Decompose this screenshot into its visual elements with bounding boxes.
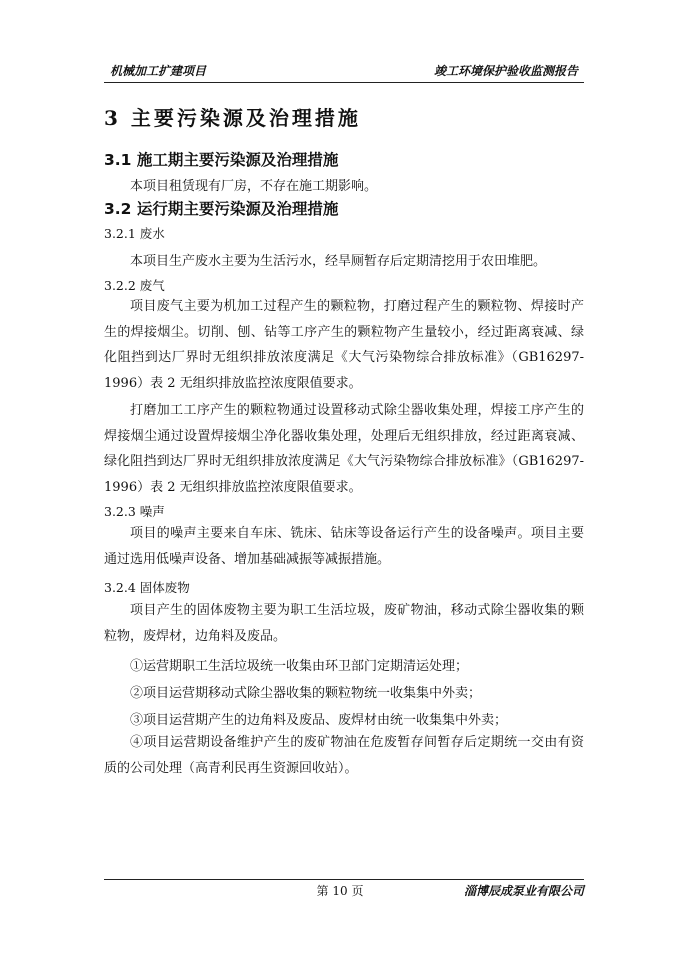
header-report-name: 竣工环境保护验收监测报告 bbox=[433, 64, 578, 78]
header-project-name: 机械加工扩建项目 bbox=[110, 64, 207, 78]
list-item-4: ④项目运营期设备维护产生的废矿物油在危废暂存间暂存后定期统一交由有资质的公司处理（高青利民再生资源回收站）。 bbox=[104, 735, 584, 776]
list-item-3: ③项目运营期产生的边角料及废品、废焊材由统一收集集中外卖； bbox=[130, 713, 508, 728]
section-3-2-1-title: 3.2.1 废水 bbox=[104, 226, 165, 241]
section-3-2-3-paragraph: 项目的噪声主要来自车床、铣床、钻床等设备运行产生的设备噪声。项目主要通过选用低噪声设备、增加基础减振等减振措施。 bbox=[104, 526, 584, 567]
section-3-2-4-title: 3.2.4 固体废物 bbox=[104, 580, 190, 595]
chapter-title: 3 主要污染源及治理措施 bbox=[104, 106, 361, 130]
section-3-2-title: 3.2 运行期主要污染源及治理措施 bbox=[104, 200, 339, 218]
page-number: 第 10 页 bbox=[316, 884, 364, 898]
section-3-2-1-text: 本项目生产废水主要为生活污水，经旱厕暂存后定期清挖用于农田堆肥。 bbox=[130, 254, 547, 269]
list-item-1: ①运营期职工生活垃圾统一收集由环卫部门定期清运处理； bbox=[130, 659, 469, 674]
footer-rule bbox=[104, 879, 584, 880]
section-3-2-2-paragraph-1: 项目废气主要为机加工过程产生的颗粒物，打磨过程产生的颗粒物、焊接时产生的焊接烟尘。切削、刨、钻等工序产生的颗粒物产生量较小，经过距离衰减、绿化阻挡到达厂界时无组织排放浓度满足《大气污染物综合排放标准》（GB16297-1996）表 2 无组织排放监控浓度限值要求。 bbox=[104, 299, 584, 391]
list-item-2: ②项目运营期移动式除尘器收集的颗粒物统一收集集中外卖； bbox=[130, 686, 482, 701]
footer-company-name: 淄博辰成泵业有限公司 bbox=[463, 884, 584, 898]
page-header bbox=[104, 60, 584, 83]
section-3-2-3-title: 3.2.3 噪声 bbox=[104, 504, 165, 519]
section-3-2-2-paragraph-2: 打磨加工工序产生的颗粒物通过设置移动式除尘器收集处理，焊接工序产生的焊接烟尘通过设置焊接烟尘净化器收集处理，处理后无组织排放，经过距离衰减、绿化阻挡到达厂界时无组织排放浓度满足《大气污染物综合排放标准》（GB16297-1996）表 2 无组织排放监控浓度限值要求。 bbox=[104, 403, 584, 495]
section-3-1-text: 本项目租赁现有厂房，不存在施工期影响。 bbox=[130, 179, 378, 194]
section-3-1-title: 3.1 施工期主要污染源及治理措施 bbox=[104, 151, 339, 169]
section-3-2-2-title: 3.2.2 废气 bbox=[104, 278, 165, 293]
section-3-2-4-paragraph: 项目产生的固体废物主要为职工生活垃圾，废矿物油，移动式除尘器收集的颗粒物，废焊材，边角料及废品。 bbox=[104, 603, 584, 644]
